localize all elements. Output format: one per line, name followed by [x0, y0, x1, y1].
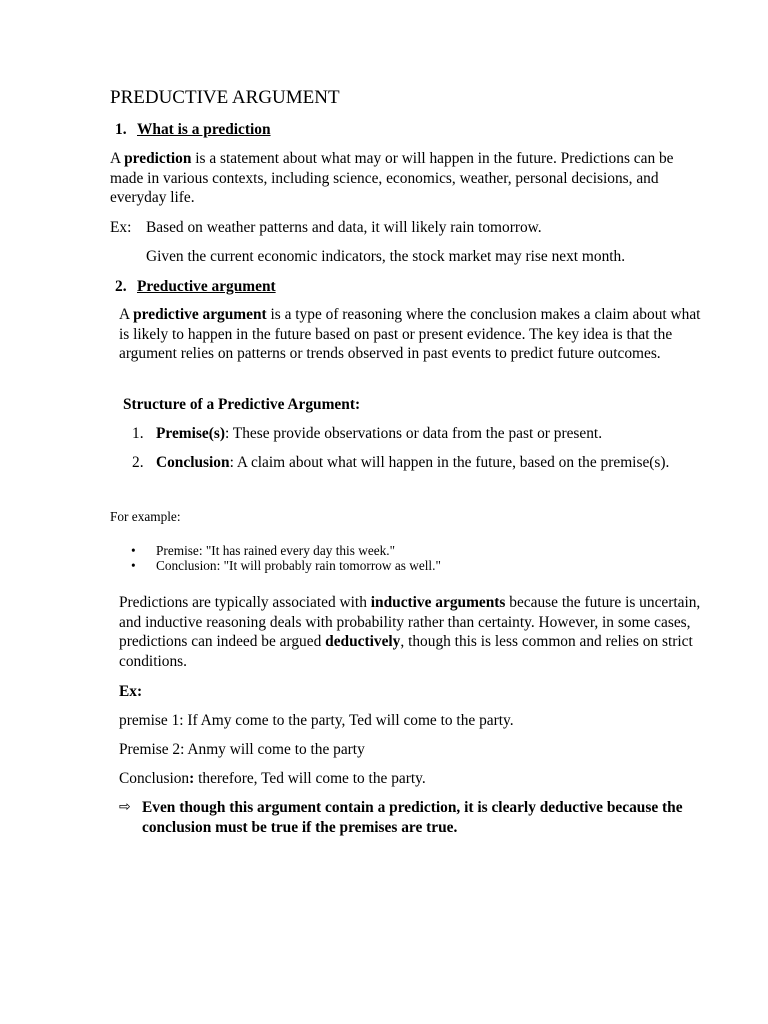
conclusion-text: therefore, Ted will come to the party.	[194, 770, 426, 787]
bullet-text: Conclusion: "It will probably rain tomorrow as well."	[156, 558, 441, 574]
conclusion-colon: :	[189, 770, 195, 787]
right-arrow-icon: ⇨	[119, 799, 131, 815]
list-item-number: 1.	[132, 425, 144, 442]
example-line-1	[110, 218, 710, 238]
example-1-text: Based on weather patterns and data, it will likely rain tomorrow.	[146, 219, 542, 236]
example-bullet-list	[131, 543, 441, 574]
section-1-heading	[115, 120, 271, 140]
bullet-icon: •	[131, 543, 136, 558]
para3-text-1: Predictions are typically associated with	[119, 594, 371, 611]
bullet-text: Premise: "It has rained every day this week."	[156, 543, 396, 558]
list-item-term: Conclusion	[156, 453, 230, 471]
list-item	[131, 558, 441, 573]
para2-text: is a type of reasoning where the conclusion makes a claim about what is likely to happen in the future based on past or present evidence. The key idea is that the argument relies on patterns or trends observed in past events to predict future outcomes.	[119, 306, 701, 363]
document-title: PREDUCTIVE ARGUMENT	[110, 87, 340, 108]
predictive-argument-paragraph	[119, 305, 709, 364]
conclusion-line	[119, 769, 426, 789]
section-2-number: 2.	[115, 278, 127, 295]
example-label: Ex:	[110, 219, 132, 236]
list-item-term: Premise(s)	[156, 425, 225, 442]
list-item	[132, 453, 672, 473]
list-item	[132, 424, 672, 444]
list-item-text: : These provide observations or data from the past or present.	[224, 425, 603, 442]
para2-bold-term: predictive argument	[133, 306, 267, 323]
para3-text-2: because the future is uncertain, and inductive reasoning deals with probability rather than certainty. However, in some cases, predictions can indeed be argued	[119, 594, 701, 651]
inductive-deductive-paragraph	[119, 593, 709, 671]
para2-lead: A	[119, 306, 134, 323]
prediction-definition-paragraph	[110, 149, 710, 208]
para1-bold-term: prediction	[124, 150, 192, 167]
para3-text-3: , though this is less common and relies on strict conditions.	[119, 633, 693, 670]
section-1-number: 1.	[115, 121, 127, 138]
structure-list	[132, 424, 672, 481]
para3-bold-2: deductively	[325, 633, 401, 651]
section-2-title: Preductive argument	[137, 278, 276, 295]
arrow-note	[119, 798, 719, 837]
arrow-note-text: Even though this argument contain a prediction, it is clearly deductive because the conclusion must be true if the premises are true.	[142, 799, 683, 836]
para1-lead: A	[110, 150, 125, 167]
para3-bold-1: inductive arguments	[370, 594, 506, 611]
para1-text: is a statement about what may or will happen in the future. Predictions can be made in various contexts, including science, economics, weather, personal decisions, and everyday life.	[110, 150, 674, 207]
list-item	[131, 543, 441, 558]
list-item-number: 2.	[132, 453, 144, 471]
conclusion-label: Conclusion	[119, 770, 190, 787]
structure-heading: Structure of a Predictive Argument:	[123, 396, 361, 413]
ex-label: Ex:	[119, 683, 143, 700]
section-2-heading	[115, 277, 276, 297]
premise-1: premise 1: If Amy come to the party, Ted will come to the party.	[119, 712, 514, 729]
bullet-icon: •	[131, 558, 136, 574]
example-line-2: Given the current economic indicators, the stock market may rise next month.	[146, 248, 626, 265]
section-1-title: What is a prediction	[137, 121, 271, 138]
for-example-label: For example:	[110, 509, 181, 524]
list-item-text: : A claim about what will happen in the future, based on the premise(s).	[229, 453, 670, 471]
premise-2: Premise 2: Anmy will come to the party	[119, 741, 365, 758]
